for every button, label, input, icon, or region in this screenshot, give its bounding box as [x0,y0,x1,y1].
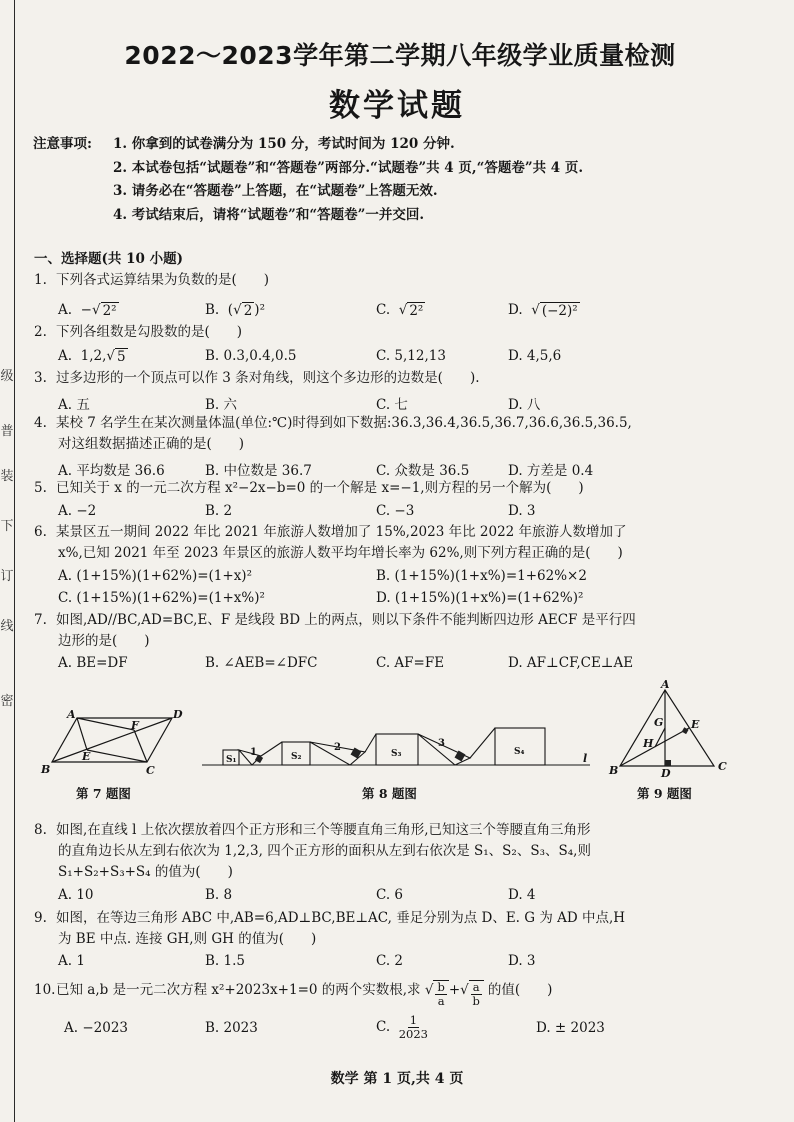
binding-label: 下 [0,519,14,534]
notes-heading: 注意事项: [33,136,92,152]
point-label: A [67,708,76,721]
triangle-abc [620,690,714,766]
option-b: B. 中位数是 36.7 [205,463,312,479]
segment-af [77,718,134,730]
question-5 [34,478,584,499]
question-text: 对这组数据描述正确的是( ) [58,436,245,452]
option-a: A. −2023 [64,1020,128,1036]
figure-caption: 第 7 题图 [76,786,131,801]
sqrt-symbol: √ 2² [398,302,424,319]
question-10: 10.已知 a,b 是一元二次方程 x²+2023x+1=0 的两个实数根,求 √ $\frac{b}{a}$ +√ $\frac{a}{b}$ 的值( ) [34,980,553,1008]
option-c: C. (1+15%)(1+62%)=(1+x%)² [58,590,265,606]
fraction: $\frac{b}{a}$ [437,980,445,1008]
option-d: D. AF⊥CF,CE⊥AE [508,655,634,671]
question-text: 如图,AD//BC,AD=BC,E、F 是线段 BD 上的两点，则以下条件不能判断四边形 AECF 是平行四 [56,612,636,628]
exam-subtitle: 数学试题 [329,88,465,124]
question-number: 8. [34,822,47,838]
triangle-label: 1 [250,747,257,758]
triangle-label: 2 [334,742,341,753]
option-a: A. (1+15%)(1+62%)=(1+x)² [58,568,252,584]
binding-label: 普 [0,424,14,439]
option-b: B. (1+15%)(1+x%)=1+62%×2 [376,568,587,584]
point-label: E [691,718,700,731]
question-number: 4. [34,415,47,431]
question-text: 某校 7 名学生在某次测量体温(单位:℃)时得到如下数据:36.3,36.4,36.5,36.7,36.6,36.5,36.5, [56,415,632,431]
option-b: B. (√ 2 )² [205,302,265,319]
question-text: 如图，在等边三角形 ABC 中,AB=6,AD⊥BC,BE⊥AC, 垂足分别为点 D、E. G 为 AD 中点,H [56,910,626,926]
option-a: A. 五 [58,397,90,413]
point-label: B [609,764,619,777]
sqrt-symbol: √ 5 [106,348,126,365]
question-number: 2. [34,324,47,340]
square-label: S₂ [291,752,302,762]
question-text: x%,已知 2021 年至 2023 年景区的旅游人数平均年增长率为 62%,则下列方程正确的是( ) [58,545,623,561]
question-2 [34,322,242,343]
point-label: F [131,719,139,732]
question-text: 下列各组数是勾股数的是( ) [56,324,243,340]
question-number: 9. [34,910,47,926]
binding-label: 订 [0,569,14,584]
option-b: B. 六 [205,397,238,413]
option-c: C. 七 [376,397,408,413]
option-b: B. 1.5 [205,953,245,969]
note-item: 2. 本试卷包括“试题卷”和“答题卷”两部分.“试题卷”共 4 页,“答题卷”共 4 页. [113,159,584,176]
option-d: D. ± 2023 [536,1020,605,1036]
binding-label: 密 [0,694,14,709]
option-d: D. 方差是 0.4 [508,463,594,479]
sqrt-symbol: √ 2 [233,302,253,319]
binding-line [14,0,15,1122]
question-text: 的值( ) [487,982,553,998]
sqrt-symbol: √ 2² [91,302,117,319]
square-label: S₃ [391,749,402,759]
line-label: l [583,752,588,765]
option-a: A. 1 [58,953,85,969]
page-footer: 数学 第 1 页,共 4 页 [330,1071,464,1087]
segment-ae [77,718,87,750]
option-b: B. 0.3,0.4,0.5 [205,348,297,364]
question-text: 边形的是( ) [58,633,150,649]
figure-caption: 第 8 题图 [362,786,417,801]
figure-caption: 第 9 题图 [637,786,692,801]
question-number: 7. [34,612,47,628]
option-a: A. −√ 2² [58,302,117,319]
note-item: 4. 考试结束后，请将“试题卷”和“答题卷”一并交回. [113,206,425,223]
question-8 [34,820,591,883]
option-a: A. 平均数是 36.6 [58,463,165,479]
point-label: C [146,764,155,777]
connector-line [365,734,376,752]
option-b: B. 2023 [205,1020,258,1036]
point-label: C [718,760,727,773]
question-text: S₁+S₂+S₃+S₄ 的值为( ) [58,864,233,880]
option-a: A. −2 [58,503,97,519]
question-6 [34,522,627,564]
point-label: B [41,763,51,776]
point-label: G [654,716,664,729]
point-label: H [643,737,654,750]
question-text: 下列各式运算结果为负数的是( ) [56,272,270,288]
figure-9 [620,690,714,766]
connector-line [261,742,282,756]
option-b: B. 8 [205,887,233,903]
point-label: D [173,708,183,721]
question-text: 已知 a,b 是一元二次方程 x²+2023x+1=0 的两个实数根,求 [56,982,421,998]
exam-notes [33,133,583,227]
option-c: C. AF=FE [376,655,445,671]
note-item: 1. 你拿到的试卷满分为 150 分，考试时间为 120 分钟. [113,136,455,152]
question-text: 已知关于 x 的一元二次方程 x²−2x−b=0 的一个解是 x=−1,则方程的另一个解为( ) [56,480,584,496]
binding-label: 装 [0,469,14,484]
question-7 [34,610,636,652]
option-d: D. (1+15%)(1+x%)=(1+62%)² [376,590,584,606]
point-label: A [661,678,670,691]
figure-7 [52,718,172,762]
fraction: $\frac{1}{2023}$ [398,1013,429,1041]
question-text: 某景区五一期间 2022 年比 2021 年旅游人数增加了 15%,2023 年比 2022 年旅游人数增加了 [56,524,627,540]
figure-9-marks [665,727,689,766]
altitude-be [620,728,689,766]
point-label: E [82,750,91,763]
option-c: C. 2 [376,953,404,969]
option-b: B. 2 [205,503,233,519]
square-label: S₁ [226,755,237,765]
option-a: A. BE=DF [58,655,128,671]
option-d: D. 3 [508,503,536,519]
question-number: 1. [34,272,47,288]
figure-8-marks [255,748,466,764]
question-number: 6. [34,524,47,540]
section-title: 一、选择题(共 10 小题) [34,251,183,267]
option-b: B. ∠AEB=∠DFC [205,655,318,671]
option-d: D. 4 [508,887,536,903]
option-a: A. 1,2,√ 5 [58,348,126,365]
right-angle-mark [665,760,671,766]
question-1 [34,270,269,291]
question-3 [34,368,480,389]
sqrt-symbol: √ $\frac{b}{a}$ [425,980,449,1008]
option-c: C. −3 [376,503,415,519]
sqrt-symbol: √ (−2)² [531,302,578,319]
question-9 [34,908,625,950]
question-number: 5. [34,480,47,496]
segment-ce [87,750,147,762]
option-d: D. √ (−2)² [508,302,578,319]
binding-label: 线 [0,619,14,634]
option-a: A. 10 [58,887,94,903]
option-c: C. 众数是 36.5 [376,463,470,479]
question-text: 为 BE 中点. 连接 GH,则 GH 的值为( ) [58,931,317,947]
connector-line [470,728,495,758]
triangle-label: 3 [438,738,445,749]
question-text: 过多边形的一个顶点可以作 3 条对角线，则这个多边形的边数是( ). [56,370,480,386]
point-label: D [661,767,671,780]
question-number: 10. [34,982,56,998]
question-number: 3. [34,370,47,386]
option-c: C. 6 [376,887,404,903]
option-c: C. $\frac{1}{2023}$ [376,1013,429,1041]
figure-8-labels [226,738,587,765]
exam-title: 2022～2023学年第二学期八年级学业质量检测 [124,41,676,70]
question-4 [34,413,632,455]
note-item: 3. 请务必在“答题卷”上答题，在“试题卷”上答题无效. [113,183,438,199]
question-text: 如图,在直线 l 上依次摆放着四个正方形和三个等腰直角三角形,已知这三个等腰直角三角形 [56,822,591,838]
square-label: S₄ [514,747,525,757]
segment-cf [134,730,147,762]
question-text: 的直角边长从左到右依次为 1,2,3, 四个正方形的面积从左到右依次是 S₁、S₂、S₃、S₄,则 [58,843,591,859]
binding-label: 级 [0,369,14,384]
option-d: D. 4,5,6 [508,348,562,364]
option-c: C. √ 2² [376,302,424,319]
fraction: $\frac{a}{b}$ [472,980,480,1008]
option-c: C. 5,12,13 [376,348,446,364]
option-d: D. 八 [508,397,541,413]
sqrt-symbol: √ $\frac{a}{b}$ [460,980,483,1008]
option-d: D. 3 [508,953,536,969]
